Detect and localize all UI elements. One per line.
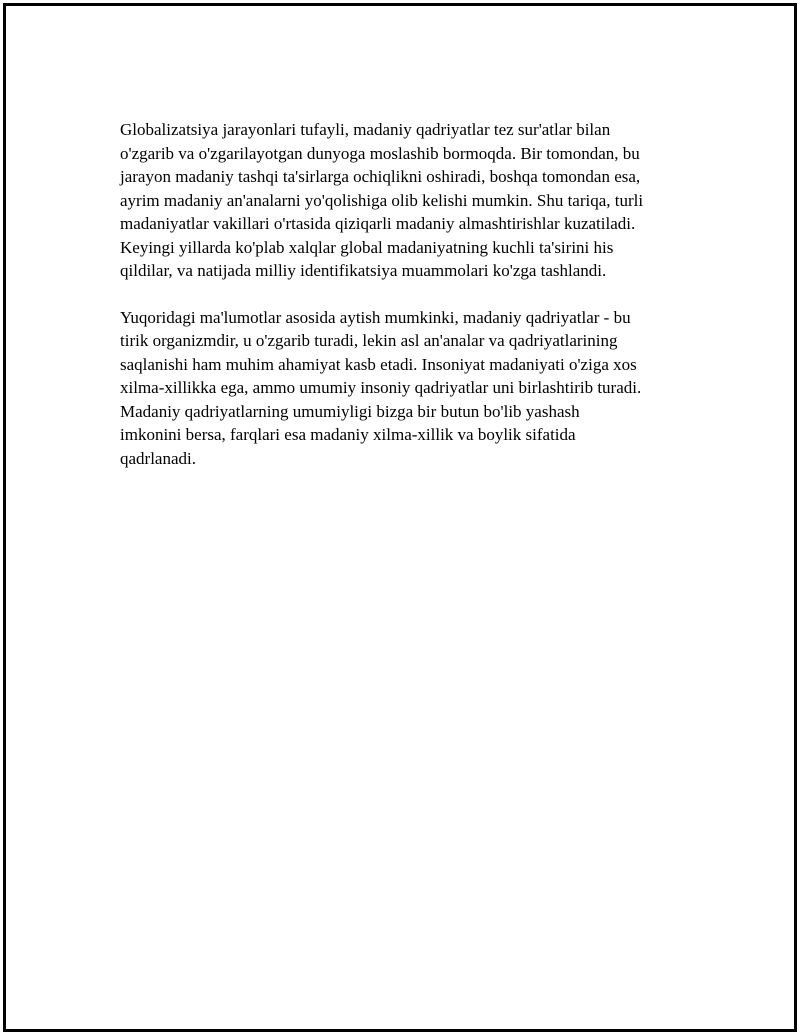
paragraph-line: o'zgarib va o'zgarilayotgan dunyoga moslashib bormoqda. Bir tomondan, bu [120, 143, 640, 163]
paragraph-line: ayrim madaniy an'analarni yo'qolishiga olib kelishi mumkin. Shu tariqa, turli [120, 190, 644, 210]
paragraph-line: madaniyatlar vakillari o'rtasida qiziqarli madaniy almashtirishlar kuzatiladi. [120, 214, 636, 233]
page-frame [3, 3, 797, 1032]
paragraph-line: Yuqoridagi ma'lumotlar asosida aytish mumkinki, madaniy qadriyatlar - bu [120, 307, 631, 327]
paragraph-line: Keyingi yillarda ko'plab xalqlar global madaniyatning kuchli ta'sirini his [120, 237, 614, 257]
paragraph-line: Globalizatsiya jarayonlari tufayli, madaniy qadriyatlar tez sur'atlar bilan [120, 120, 611, 139]
paragraph-line: imkonini bersa, farqlari esa madaniy xilma-xillik va boylik sifatida [120, 425, 576, 444]
paragraph-line: saqlanishi ham muhim ahamiyat kasb etadi. Insoniyat madaniyati o'ziga xos [120, 354, 637, 374]
paragraph-line: xilma-xillikka ega, ammo umumiy insoniy qadriyatlar uni birlashtirib turadi. [120, 378, 642, 397]
paragraph-2 [120, 306, 700, 471]
paragraph-line: tirik organizmdir, u o'zgarib turadi, lekin asl an'analar va qadriyatlarining [120, 331, 618, 350]
paragraph-line: qadrlanadi. [120, 448, 196, 468]
paragraph-1 [120, 118, 700, 283]
paragraph-line: qildilar, va natijada milliy identifikatsiya muammolari ko'zga tashlandi. [120, 261, 607, 280]
paragraph-line: Madaniy qadriyatlarning umumiyligi bizga bir butun bo'lib yashash [120, 401, 580, 421]
document-body [120, 118, 700, 493]
paragraph-line: jarayon madaniy tashqi ta'sirlarga ochiqlikni oshiradi, boshqa tomondan esa, [120, 167, 641, 186]
